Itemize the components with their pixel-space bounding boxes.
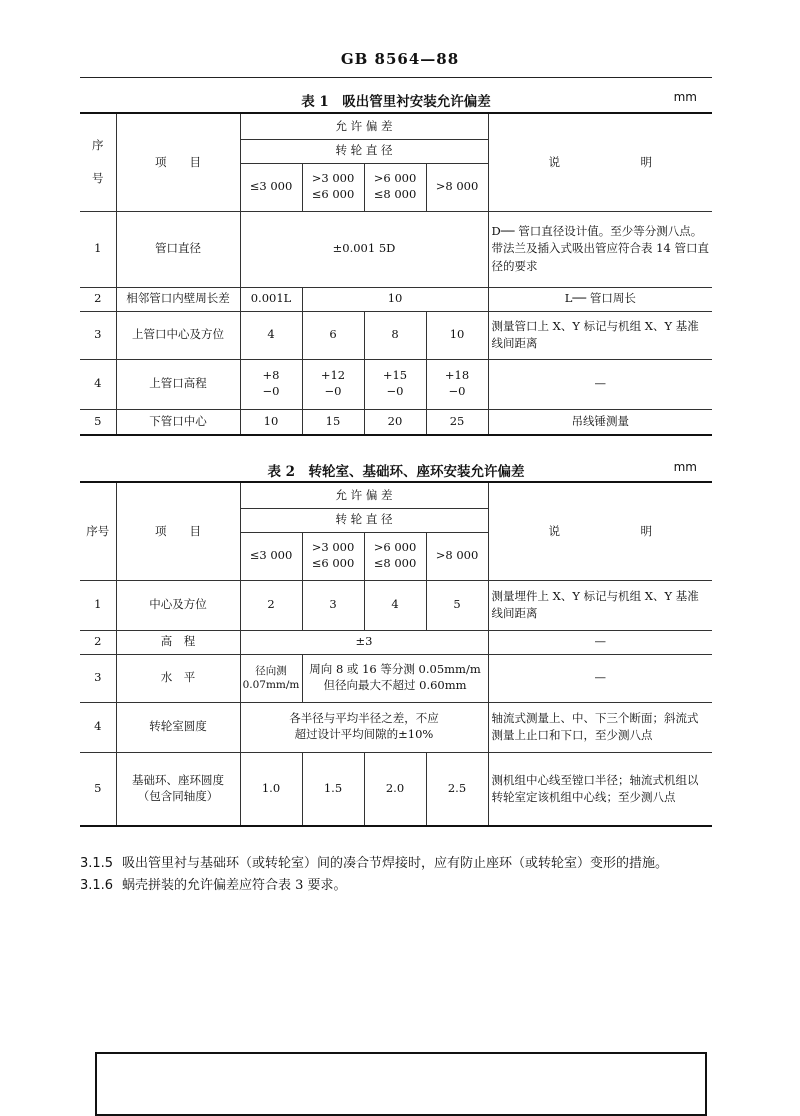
table-cell: — (488, 654, 712, 702)
clause-3-1-6 (80, 874, 347, 893)
table1-unit: mm (673, 90, 697, 104)
table-cell: ±0.001 5D (240, 211, 488, 287)
table-cell: 8 (364, 311, 426, 359)
table-cell: ±3 (240, 630, 488, 654)
table2-tolerance-header: 允 许 偏 差 (240, 482, 488, 508)
table-cell: 25 (426, 409, 488, 435)
table-cell: 水 平 (116, 654, 240, 702)
table-cell: 10 (426, 311, 488, 359)
table-row (80, 482, 712, 508)
table-cell: +12 −0 (302, 359, 364, 409)
table-cell: 20 (364, 409, 426, 435)
table-cell: 中心及方位 (116, 580, 240, 630)
table-cell: L── 管口周长 (488, 287, 712, 311)
table-cell: 2 (80, 630, 116, 654)
table-cell: 下管口中心 (116, 409, 240, 435)
next-table-frame (95, 1052, 707, 1116)
standard-number: GB 8564—88 (340, 50, 460, 68)
table-cell: 5 (426, 580, 488, 630)
table-cell: 各半径与平均半径之差，不应 超过设计平均间隙的±10% (240, 702, 488, 752)
table-cell: 周向 8 或 16 等分测 0.05mm/m 但径向最大不超过 0.60mm (302, 654, 488, 702)
table-row (80, 311, 712, 359)
table-cell: 4 (80, 359, 116, 409)
table-cell: 测量埋件上 X、Y 标记与机组 X、Y 基准线间距离 (488, 580, 712, 630)
table-row (80, 211, 712, 287)
table-row (80, 630, 712, 654)
table-cell: +8 −0 (240, 359, 302, 409)
table-cell: — (488, 359, 712, 409)
clause-number: 3.1.6 (80, 878, 114, 893)
table-cell: 2.0 (364, 752, 426, 826)
table1-diameter-header: 转 轮 直 径 (240, 139, 488, 163)
table-cell: 吊线锤测量 (488, 409, 712, 435)
table2-caption: 表 2 转轮室、基础环、座环安装允许偏差 (267, 464, 525, 480)
table-cell: 1 (80, 211, 116, 287)
table-row (80, 752, 712, 826)
table-cell: 3 (302, 580, 364, 630)
table2-item-header: 项 目 (116, 482, 240, 580)
header-rule (80, 77, 712, 78)
clause-text: 吸出管里衬与基础环（或转轮室）间的凑合节焊接时，应有防止座环（或转轮室）变形的措施。 (122, 856, 669, 871)
table1-d2: >3 000 ≤6 000 (302, 163, 364, 211)
table2 (80, 481, 712, 827)
table2-seq-header: 序号 (80, 482, 116, 580)
table-cell: — (488, 630, 712, 654)
table-row (80, 409, 712, 435)
table1-d4: >8 000 (426, 163, 488, 211)
table1-caption: 表 1 吸出管里衬安装允许偏差 (301, 94, 491, 110)
table-cell: 2 (80, 287, 116, 311)
table-cell: 上管口中心及方位 (116, 311, 240, 359)
table2-d3: >6 000 ≤8 000 (364, 532, 426, 580)
table-cell: 上管口高程 (116, 359, 240, 409)
table-cell: 10 (240, 409, 302, 435)
table-cell: 测量管口上 X、Y 标记与机组 X、Y 基准线间距离 (488, 311, 712, 359)
table-cell: 2.5 (426, 752, 488, 826)
table-cell: 6 (302, 311, 364, 359)
table1-d1: ≤3 000 (240, 163, 302, 211)
table1-seq-header: 序 号 (80, 113, 116, 211)
table2-unit: mm (673, 460, 697, 474)
table-cell: 5 (80, 409, 116, 435)
table-cell: D── 管口直径设计值。至少等分测八点。带法兰及插入式吸出管应符合表 14 管口直径的要求 (488, 211, 712, 287)
table-cell: +15 −0 (364, 359, 426, 409)
table-row (80, 359, 712, 409)
table-cell: 测机组中心线至镗口半径；轴流式机组以转轮室定该机组中心线；至少测八点 (488, 752, 712, 826)
table-row (80, 654, 712, 702)
clause-3-1-5 (80, 852, 668, 871)
table-cell: 基础环、座环圆度 （包含同轴度） (116, 752, 240, 826)
table2-note-header: 说 明 (488, 482, 712, 580)
table-cell: 10 (302, 287, 488, 311)
table-cell: 1 (80, 580, 116, 630)
table-cell: 3 (80, 311, 116, 359)
table1-tolerance-header: 允 许 偏 差 (240, 113, 488, 139)
table-row (80, 580, 712, 630)
table-cell: 相邻管口内壁周长差 (116, 287, 240, 311)
table-cell: 15 (302, 409, 364, 435)
table-cell: 高 程 (116, 630, 240, 654)
table-cell: 3 (80, 654, 116, 702)
table-cell: 2 (240, 580, 302, 630)
clause-text: 蜗壳拼装的允许偏差应符合表 3 要求。 (122, 878, 347, 893)
table-cell: 1.5 (302, 752, 364, 826)
table-row (80, 113, 712, 139)
table-cell: 5 (80, 752, 116, 826)
table-cell: 管口直径 (116, 211, 240, 287)
table1 (80, 112, 712, 436)
table-cell: 4 (240, 311, 302, 359)
table-cell: 4 (80, 702, 116, 752)
table-cell: 4 (364, 580, 426, 630)
table2-d1: ≤3 000 (240, 532, 302, 580)
table2-diameter-header: 转 轮 直 径 (240, 508, 488, 532)
table-cell: 径向测 0.07mm/m (240, 654, 302, 702)
table-cell: 1.0 (240, 752, 302, 826)
table-row (80, 287, 712, 311)
clause-number: 3.1.5 (80, 856, 114, 871)
table-cell: 0.001L (240, 287, 302, 311)
table1-d3: >6 000 ≤8 000 (364, 163, 426, 211)
table1-item-header: 项 目 (116, 113, 240, 211)
table2-d2: >3 000 ≤6 000 (302, 532, 364, 580)
table1-note-header: 说 明 (488, 113, 712, 211)
table-row (80, 702, 712, 752)
table-cell: 轴流式测量上、中、下三个断面；斜流式测量上止口和下口，至少测八点 (488, 702, 712, 752)
table2-d4: >8 000 (426, 532, 488, 580)
table-cell: +18 −0 (426, 359, 488, 409)
table-cell: 转轮室圆度 (116, 702, 240, 752)
